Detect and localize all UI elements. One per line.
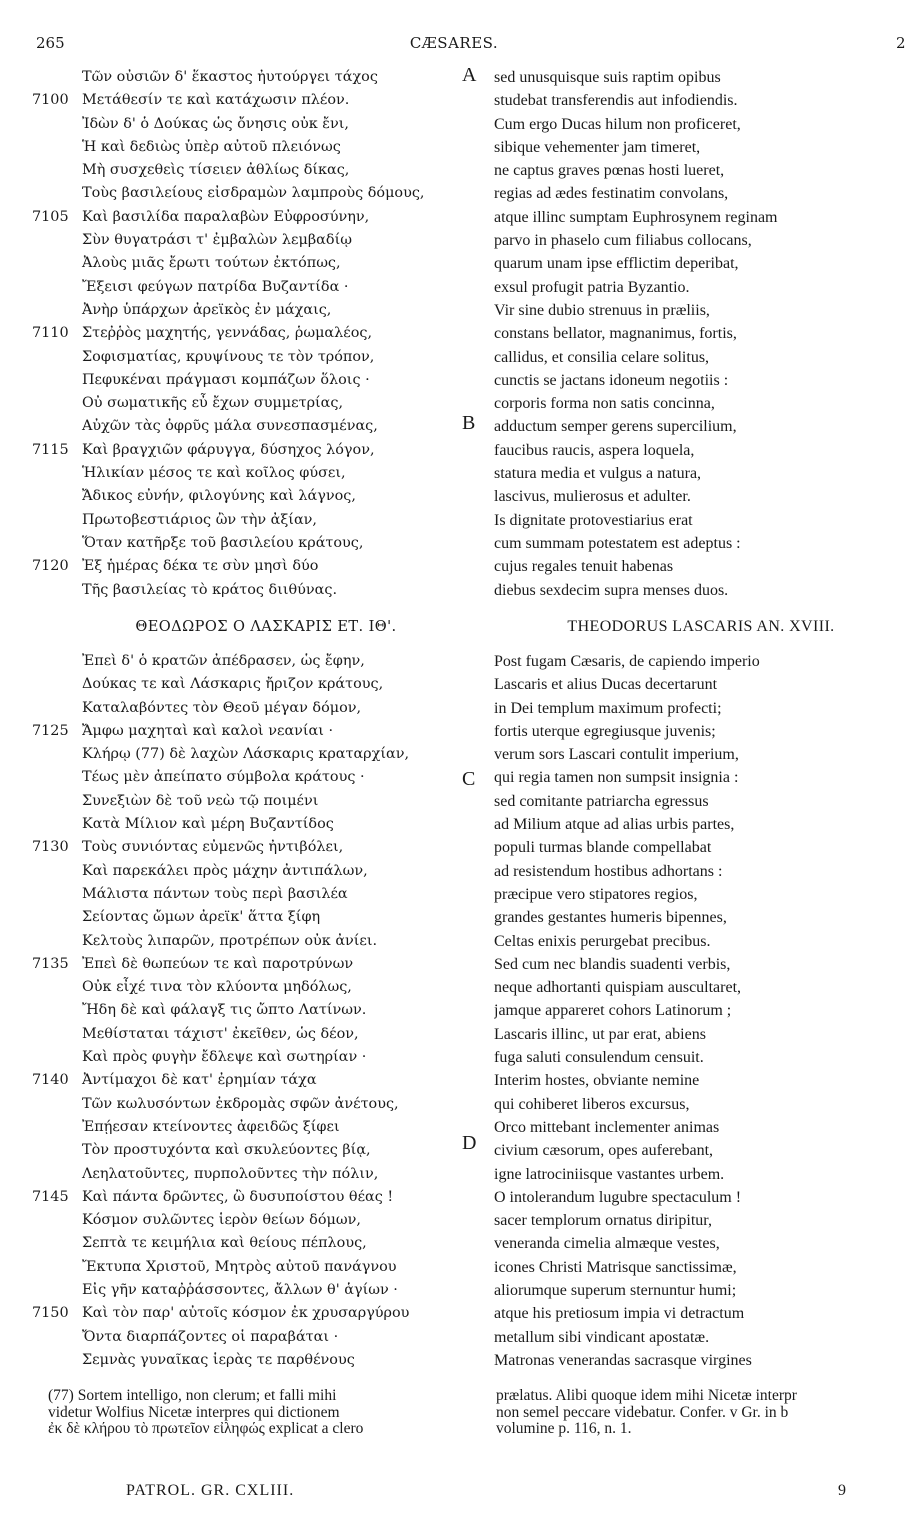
greek-verse-line (32, 182, 472, 205)
latin-verse-line: exsul profugit patria Byzantio. (494, 278, 690, 296)
latin-verse-line: lascivus, mulierosus et adulter. (494, 488, 691, 506)
greek-verse-line (32, 1023, 472, 1046)
verse-text: Τῶν κωλυσόντων ἐκδρομὰς σφῶν ἀνέτους, (82, 1095, 399, 1112)
verse-text: Κόσμον συλῶντες ἱερὸν θείων δόμων, (82, 1212, 361, 1229)
greek-verse-line (32, 1093, 472, 1116)
verse-text: Μετάθεσίν τε καὶ κατάχωσιν πλέον. (82, 92, 350, 109)
greek-verse-line (32, 953, 472, 976)
margin-marker-d: D (462, 1132, 477, 1154)
latin-verse-line: studebat transferendis aut infodiendis. (494, 92, 738, 110)
greek-verse-line (32, 415, 472, 438)
latin-verse-line: Orco mittebant inclementer animas (494, 1118, 720, 1136)
verse-text: Σὺν θυγατράσι τ' ἐμβαλὼν λεμβαδίῳ (82, 232, 352, 249)
latin-verse-line: in Dei templum maximum profecti; (494, 699, 722, 717)
greek-verse-line (32, 1069, 472, 1092)
verse-text: Ἡλικίαν μέσος τε καὶ κοῖλος φύσει, (82, 465, 346, 482)
verse-number: 7140 (32, 1072, 69, 1089)
verse-text: Καὶ πάντα δρῶντες, ὢ δυσυποίστου θέας ! (82, 1188, 394, 1205)
greek-verse-line (32, 439, 472, 462)
latin-verse-line: faucibus raucis, aspera loquela, (494, 441, 695, 459)
latin-verse-line: fortis uterque egregiusque juvenis; (494, 722, 716, 740)
latin-verse-line: cujus regales tenuit habenas (494, 558, 674, 576)
greek-verse-line (32, 276, 472, 299)
latin-verse-line: populi turmas blande compellabat (494, 839, 712, 857)
latin-verse-line: Lascaris illinc, ut par erat, abiens (494, 1025, 706, 1043)
latin-verse-line: callidus, et consilia celare solitus, (494, 348, 710, 366)
latin-verse-line: aliorumque superum sternuntur humi; (494, 1282, 737, 1300)
verse-text: Ἀνὴρ ὑπάρχων ἀρεϊκὸς ἐν μάχαις, (82, 301, 332, 318)
verse-text: Ἀντίμαχοι δὲ κατ' ἐρημίαν τάχα (82, 1072, 317, 1089)
verse-text: Τὸν προστυχόντα καὶ σκυλεύοντες βίᾳ, (82, 1142, 371, 1159)
greek-verse-line (32, 790, 472, 813)
latin-verse-line: adductum semper gerens supercilium, (494, 418, 737, 436)
greek-verse-line (32, 673, 472, 696)
greek-verse-line (32, 1139, 472, 1162)
latin-verse-line: cum summam potestatem est adeptus : (494, 534, 741, 552)
footnote-line: non semel peccare videbatur. Confer. v Gr. in b (496, 1403, 789, 1421)
latin-verse-line: diebus sexdecim supra menses duos. (494, 581, 729, 599)
verse-text: Ἐπεὶ δ' ὁ κρατῶν ἀπέδρασεν, ὡς ἔφην, (82, 653, 365, 669)
verse-text: Ἐξ ἡμέρας δέκα τε σὺν μησὶ δύο (82, 558, 319, 575)
latin-verse-line: sed comitante patriarcha egressus (494, 792, 709, 810)
latin-verse-line: ad Milium atque ad alias urbis partes, (494, 816, 735, 834)
footnote-line: (77) Sortem intelligo, non clerum; et falli mihi (48, 1388, 337, 1404)
latin-verse-line: Is dignitate protovestiarius erat (494, 511, 693, 529)
footnote-line: volumine p. 116, n. 1. (496, 1420, 632, 1438)
greek-verse-line (32, 1279, 472, 1302)
latin-verse-line: verum sors Lascari contulit imperium, (494, 746, 739, 764)
latin-verse-line: Vir sine dubio strenuus in præliis, (494, 301, 710, 319)
greek-verse-line (32, 1046, 472, 1069)
verse-text: Τῶν οὐσιῶν δ' ἕκαστος ἠυτούργει τάχος (82, 69, 378, 85)
page-footer (0, 1482, 908, 1504)
verse-number: 7145 (32, 1188, 69, 1205)
verse-text: Κλήρῳ (77) δὲ λαχὼν Λάσκαρις κραταρχίαν, (82, 746, 410, 763)
verse-text: Σεπτὰ τε κειμήλια καὶ θείους πέπλους, (82, 1235, 367, 1252)
greek-verse-line (32, 1349, 472, 1372)
latin-verse-line: sibique vehementer jam timeret, (494, 138, 701, 156)
margin-marker-b: B (462, 412, 476, 434)
latin-verse-line: sacer templorum ornatus diripitur, (494, 1212, 712, 1230)
greek-verse-line (32, 999, 472, 1022)
verse-text: Μάλιστα πάντων τοὺς περὶ βασιλέα (82, 885, 348, 902)
greek-verse-line (32, 1302, 472, 1325)
greek-verse-line (32, 1209, 472, 1232)
greek-verse-line (32, 930, 472, 953)
verse-text: Τοὺς συνιόντας εὐμενῶς ἠντιβόλει, (82, 839, 344, 856)
greek-verse-line (32, 976, 472, 999)
latin-verse-line: Matronas venerandas sacrasque virgines (494, 1351, 752, 1369)
greek-verse-line (32, 299, 472, 322)
latin-verse-line: Cum ergo Ducas hilum non proficeret, (494, 115, 741, 133)
verse-text: Τῆς βασιλείας τὸ κράτος διιθύνας. (82, 581, 338, 598)
verse-text: Μὴ συσχεθεὶς τίσειεν ἀθλίως δίκας, (82, 162, 350, 179)
greek-verse-line (32, 462, 472, 485)
greek-verse-line (32, 509, 472, 532)
greek-verse-line (32, 555, 472, 578)
greek-verse-line (32, 252, 472, 275)
greek-verse-line (32, 1256, 472, 1279)
verse-text: Καταλαβόντες τὸν Θεοῦ μέγαν δόμον, (82, 699, 362, 716)
latin-column-top (494, 66, 908, 602)
latin-verse-line: grandes gestantes humeris bipennes, (494, 909, 727, 927)
greek-verse-line (32, 813, 472, 836)
greek-verse-line (32, 89, 472, 112)
greek-verse-line (32, 66, 472, 89)
page-number-left: 265 (36, 34, 65, 52)
verse-text: Πρωτοβεστιάριος ὢν τὴν ἀξίαν, (82, 511, 317, 528)
latin-verse-line: metallum sibi vindicant apostatæ. (494, 1328, 710, 1346)
verse-number: 7125 (32, 722, 69, 739)
running-header (0, 34, 908, 56)
greek-verse-line (32, 229, 472, 252)
latin-verse-line: jamque appareret cohors Latinorum ; (494, 1002, 732, 1020)
margin-marker-c: C (462, 768, 476, 790)
greek-verse-line (32, 322, 472, 345)
latin-verse-line: constans bellator, magnanimus, fortis, (494, 325, 737, 343)
latin-verse-line: civium cæsorum, opes auferebant, (494, 1142, 714, 1160)
verse-text: Ἀλοὺς μιᾶς ἔρωτι τούτων ἐκτόπως, (82, 255, 341, 272)
verse-text: Τοὺς βασιλείους εἰσδραμὼν λαμπροὺς δόμους, (82, 185, 425, 202)
verse-text: Ἄδικος εὐνήν, φιλογύνης καὶ λάγνος, (82, 488, 356, 505)
greek-verse-line (32, 1232, 472, 1255)
greek-verse-line (32, 697, 472, 720)
verse-number: 7150 (32, 1305, 69, 1322)
verse-text: Αὐχῶν τὰς ὀφρῦς μάλα συνεσπασμένας, (82, 418, 378, 435)
latin-verse-line: icones Christi Matrisque sanctissimæ, (494, 1258, 737, 1276)
running-title: CÆSARES. (409, 34, 499, 52)
verse-number: 7130 (32, 839, 69, 856)
verse-text: Οὐκ εἶχέ τινα τὸν κλύοντα μηδόλως, (82, 979, 352, 996)
latin-verse-line: sed unusquisque suis raptim opibus (494, 69, 721, 86)
verse-text: Καὶ τὸν παρ' αὐτοῖς κόσμον ἐκ χρυσαργύρου (82, 1305, 410, 1322)
latin-verse-line: neque adhortanti quispiam auscultaret, (494, 979, 742, 997)
verse-text: Ὅταν κατῆρξε τοῦ βασιλείου κράτους, (82, 534, 364, 551)
latin-verse-line: Lascaris et alius Ducas decertarunt (494, 676, 718, 694)
verse-text: Ἄμφω μαχηταὶ καὶ καλοὶ νεανίαι · (82, 722, 334, 739)
latin-verse-line: corporis forma non satis concinna, (494, 395, 715, 413)
page-number-right: 2 (896, 34, 906, 52)
verse-text: Εἰς γῆν καταῤῥάσσοντες, ἄλλων θ' ἁγίων · (82, 1282, 398, 1299)
verse-text: Ἤδη δὲ καὶ φάλαγξ τις ὤπτο Λατίνων. (82, 1002, 367, 1019)
verse-number: 7105 (32, 208, 69, 225)
margin-marker-a: A (462, 64, 477, 86)
latin-verse-line: Sed cum nec blandis suadenti verbis, (494, 955, 731, 973)
verse-text: Σείοντας ὤμων ἀρεϊκ' ἅττα ξίφη (82, 909, 321, 926)
verse-text: Δούκας τε καὶ Λάσκαρις ἤριζον κράτους, (82, 676, 384, 693)
latin-verse-line: Interim hostes, obviante nemine (494, 1072, 700, 1090)
greek-section-title: ΘΕΟΔΩΡΟΣ Ο ΛΑΣΚΑΡΙΣ ΕΤ. ΙΘ'. (135, 618, 397, 635)
verse-number: 7115 (32, 441, 69, 458)
verse-text: Καὶ βασιλίδα παραλαβὼν Εὐφροσύνην, (82, 208, 370, 225)
greek-verse-line (32, 136, 472, 159)
verse-text: Ἡ καὶ δεδιὼς ὑπὲρ αὐτοῦ πλειόνως (82, 138, 341, 155)
latin-verse-line: igne latrociniisque vastantes urbem. (494, 1165, 725, 1183)
latin-verse-line: qui regia tamen non sumpsit insignia : (494, 769, 739, 787)
greek-verse-line (32, 206, 472, 229)
verse-text: Ἐπῄεσαν κτείνοντες ἀφειδῶς ξίφει (82, 1118, 340, 1135)
latin-verse-line: statura media et vulgus a natura, (494, 465, 702, 483)
greek-column-top (32, 66, 472, 602)
latin-verse-line: ne captus graves pœnas hosti lueret, (494, 162, 725, 180)
greek-verse-line (32, 113, 472, 136)
greek-column-bottom (32, 650, 472, 1372)
verse-text: Κατὰ Μίλιον καὶ μέρη Βυζαντίδος (82, 816, 334, 833)
verse-number: 7120 (32, 558, 69, 575)
greek-verse-line (32, 766, 472, 789)
latin-verse-line: atque illinc sumptam Euphrosynem reginam (494, 208, 778, 226)
latin-column-bottom (494, 650, 908, 1372)
latin-verse-line: O intolerandum lugubre spectaculum ! (494, 1188, 742, 1206)
greek-verse-line (32, 1116, 472, 1139)
greek-verse-line (32, 1326, 472, 1349)
verse-text: Ἔξεισι φεύγων πατρίδα Βυζαντίδα · (82, 278, 349, 295)
latin-verse-line: atque his pretiosum impia vi detractum (494, 1305, 745, 1323)
verse-text: Τέως μὲν ἀπείπατο σύμβολα κράτους · (82, 769, 365, 786)
footnote-right (496, 1388, 908, 1438)
greek-verse-line (32, 369, 472, 392)
greek-verse-line (32, 860, 472, 883)
latin-verse-line: parvo in phaselo cum filiabus collocans, (494, 232, 752, 250)
verse-number: 7135 (32, 955, 69, 972)
verse-text: Καὶ παρεκάλει πρὸς μάχην ἀντιπάλων, (82, 862, 368, 879)
verse-number: 7100 (32, 92, 69, 109)
greek-verse-line (32, 392, 472, 415)
greek-verse-line (32, 743, 472, 766)
greek-verse-line (32, 836, 472, 859)
verse-text: Οὐ σωματικῆς εὖ ἔχων συμμετρίας, (82, 395, 344, 412)
footnote-line: ἐκ δὲ κλήρου τὸ πρωτεῖον εἰληφώς explicat a clero (48, 1420, 364, 1438)
verse-text: Καὶ βραγχιῶν φάρυγγα, δύσηχος λόγον, (82, 441, 375, 458)
latin-verse-line: fuga saluti consulendum censuit. (494, 1049, 704, 1067)
latin-section-title: THEODORUS LASCARIS AN. XVIII. (567, 618, 835, 635)
greek-verse-line (32, 720, 472, 743)
greek-verse-line (32, 159, 472, 182)
greek-verse-line (32, 346, 472, 369)
greek-verse-line (32, 883, 472, 906)
verse-text: Καὶ πρὸς φυγὴν ἔδλεψε καὶ σωτηρίαν · (82, 1049, 367, 1066)
greek-verse-line (32, 532, 472, 555)
latin-verse-line: quarum unam ipse efflictim deperibat, (494, 255, 739, 273)
latin-verse-line: ad resistendum hostibus adhortans : (494, 862, 723, 880)
verse-text: Σοφισματίας, κρυψίνους τε τὸν τρόπον, (82, 348, 375, 365)
verse-text: Ἔκτυπα Χριστοῦ, Μητρὸς αὐτοῦ πανάγνου (82, 1258, 397, 1275)
latin-verse-line: regias ad ædes festinatim convolans, (494, 185, 729, 203)
latin-verse-line: Post fugam Cæsaris, de capiendo imperio (494, 653, 760, 670)
verse-text: Ἐπεὶ δὲ θωπεύων τε καὶ παροτρύνων (82, 955, 354, 972)
latin-verse-line: veneranda cimelia almæque vestes, (494, 1235, 720, 1253)
verse-text: Συνεξιὼν δὲ τοῦ νεὼ τῷ ποιμένι (82, 792, 319, 809)
latin-verse-line: cunctis se jactans idoneum negotiis : (494, 371, 729, 389)
printer-signature: PATROL. GR. CXLIII. (126, 1482, 295, 1499)
greek-verse-line (32, 579, 472, 602)
verse-text: Στεῤῥὸς μαχητής, γεννάδας, ῥωμαλέος, (82, 325, 373, 342)
greek-verse-line (32, 1163, 472, 1186)
verse-number: 7110 (32, 325, 69, 342)
verse-text: Σεμνὰς γυναῖκας ἱερὰς τε παρθένους (82, 1351, 355, 1368)
sheet-number: 9 (838, 1482, 846, 1499)
verse-text: Πεφυκέναι πράγμασι κομπάζων ὅλοις · (82, 371, 370, 388)
footnote-line: videtur Wolfius Nicetæ interpres qui dictionem (48, 1403, 340, 1421)
footnote-line: prælatus. Alibi quoque idem mihi Nicetæ interpr (496, 1388, 797, 1404)
greek-verse-line (32, 906, 472, 929)
latin-verse-line: Celtas enixis perurgebat precibus. (494, 932, 711, 950)
latin-verse-line: præcipue vero stipatores regios, (494, 885, 698, 903)
verse-text: Κελτοὺς λιπαρῶν, προτρέπων οὐκ ἀνίει. (82, 932, 378, 949)
verse-text: Μεθίσταται τάχιστ' ἐκεῖθεν, ὡς δέον, (82, 1025, 359, 1042)
greek-verse-line (32, 1186, 472, 1209)
footnote-left (48, 1388, 476, 1438)
verse-text: Ἰδὼν δ' ὁ Δούκας ὡς ὄνησις οὐκ ἔνι, (82, 115, 349, 132)
greek-verse-line (32, 650, 472, 673)
greek-verse-line (32, 485, 472, 508)
verse-text: Ὄντα διαρπάζοντες οἱ παραβάται · (82, 1328, 339, 1345)
latin-verse-line: qui cohiberet liberos excursus, (494, 1095, 690, 1113)
verse-text: Λεηλατοῦντες, πυρπολοῦντες τὴν πόλιν, (82, 1165, 379, 1182)
